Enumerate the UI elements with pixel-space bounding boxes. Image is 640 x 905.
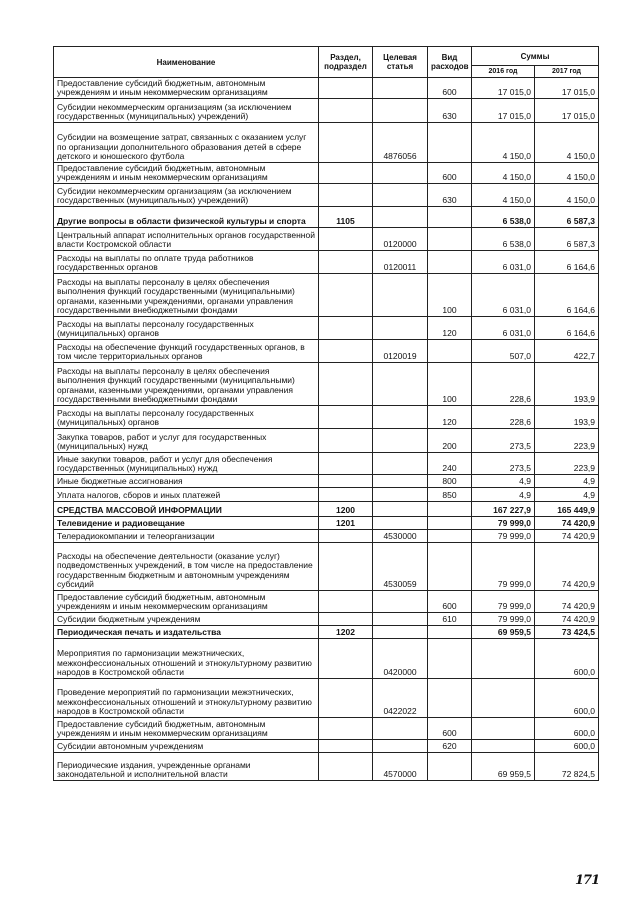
row-sum-2017: 6 164,6	[535, 274, 599, 317]
row-type: 800	[428, 475, 472, 488]
row-name: Предоставление субсидий бюджетным, автономным учреждениям и иным некоммерческим организациям	[54, 78, 319, 99]
row-section	[319, 99, 373, 123]
row-sum-2016: 6 031,0	[472, 274, 535, 317]
row-target: 0422022	[373, 679, 428, 718]
row-sum-2017: 165 449,9	[535, 502, 599, 517]
row-type: 100	[428, 274, 472, 317]
header-section: Раздел, подраздел	[319, 47, 373, 78]
row-name: Предоставление субсидий бюджетным, автономным учреждениям и иным некоммерческим организациям	[54, 591, 319, 613]
table-row	[54, 543, 599, 591]
row-target	[373, 274, 428, 317]
row-sum-2017: 600,0	[535, 740, 599, 753]
row-name: Мероприятия по гармонизации межэтнических, межконфессиональных отношений и этнокультурному развитию народов в Костромской области	[54, 639, 319, 679]
row-target	[373, 626, 428, 639]
row-sum-2016: 17 015,0	[472, 99, 535, 123]
row-sum-2016: 79 999,0	[472, 530, 535, 543]
row-section: 1200	[319, 502, 373, 517]
row-section	[319, 429, 373, 453]
row-sum-2016: 4 150,0	[472, 184, 535, 207]
row-name: Иные закупки товаров, работ и услуг для обеспечения государственных (муниципальных) нужд	[54, 453, 319, 475]
table-row	[54, 251, 599, 274]
header-name: Наименование	[54, 47, 319, 78]
row-name: Расходы на выплаты персоналу государственных (муниципальных) органов	[54, 317, 319, 340]
row-target	[373, 475, 428, 488]
row-sum-2017: 223,9	[535, 429, 599, 453]
row-target	[373, 613, 428, 626]
row-sum-2017: 17 015,0	[535, 99, 599, 123]
row-type	[428, 543, 472, 591]
row-target	[373, 78, 428, 99]
row-type: 100	[428, 363, 472, 406]
table-row	[54, 502, 599, 517]
row-name: Периодические издания, учрежденные органами законодательной и исполнительной власти	[54, 753, 319, 781]
table-row	[54, 517, 599, 530]
row-section	[319, 718, 373, 740]
row-sum-2016: 273,5	[472, 429, 535, 453]
row-sum-2017: 600,0	[535, 639, 599, 679]
row-name: Предоставление субсидий бюджетным, автономным учреждениям и иным некоммерческим организациям	[54, 718, 319, 740]
row-sum-2016: 4,9	[472, 475, 535, 488]
table-row	[54, 78, 599, 99]
row-sum-2017: 74 420,9	[535, 517, 599, 530]
table-row	[54, 626, 599, 639]
row-type	[428, 753, 472, 781]
row-sum-2016: 6 031,0	[472, 251, 535, 274]
row-target	[373, 184, 428, 207]
row-section	[319, 363, 373, 406]
row-type: 240	[428, 453, 472, 475]
row-sum-2017: 223,9	[535, 453, 599, 475]
header-target: Целевая статья	[373, 47, 428, 78]
row-name: Центральный аппарат исполнительных органов государственной власти Костромской области	[54, 228, 319, 251]
row-section	[319, 123, 373, 163]
row-section	[319, 740, 373, 753]
row-target: 4530000	[373, 530, 428, 543]
table-row	[54, 163, 599, 184]
header-type: Вид расходов	[428, 47, 472, 78]
row-sum-2017: 4,9	[535, 488, 599, 502]
header-year-2016: 2016 год	[472, 66, 535, 78]
row-name: Субсидии бюджетным учреждениям	[54, 613, 319, 626]
row-target	[373, 591, 428, 613]
row-name: Субсидии на возмещение затрат, связанных с оказанием услуг по организации дополнительного образования детей в сфере детского и юношеского футбола	[54, 123, 319, 163]
row-sum-2016: 507,0	[472, 340, 535, 363]
row-type	[428, 228, 472, 251]
row-sum-2016: 79 999,0	[472, 591, 535, 613]
table-row	[54, 475, 599, 488]
row-name: Расходы на обеспечение деятельности (оказание услуг) подведомственных учреждений, в том числе на предоставление государственным бюджетным и автономным учреждениям субсидий	[54, 543, 319, 591]
table-row	[54, 406, 599, 429]
row-section	[319, 78, 373, 99]
row-type	[428, 530, 472, 543]
row-type	[428, 517, 472, 530]
row-type	[428, 251, 472, 274]
table-row	[54, 207, 599, 228]
row-name: Субсидии некоммерческим организациям (за исключением государственных (муниципальных) учреждений)	[54, 99, 319, 123]
row-section	[319, 753, 373, 781]
row-target: 4530059	[373, 543, 428, 591]
row-type: 120	[428, 406, 472, 429]
row-name: Телерадиокомпании и телеорганизации	[54, 530, 319, 543]
header-sums: Суммы	[472, 47, 599, 66]
row-section	[319, 475, 373, 488]
row-name: Другие вопросы в области физической культуры и спорта	[54, 207, 319, 228]
row-section: 1202	[319, 626, 373, 639]
row-section	[319, 591, 373, 613]
row-section	[319, 543, 373, 591]
row-target: 4876056	[373, 123, 428, 163]
row-name: Расходы на выплаты по оплате труда работников государственных органов	[54, 251, 319, 274]
page-number-handwritten: 171	[575, 873, 600, 888]
table-row	[54, 639, 599, 679]
row-section: 1201	[319, 517, 373, 530]
row-name: Периодическая печать и издательства	[54, 626, 319, 639]
row-sum-2017: 72 824,5	[535, 753, 599, 781]
row-name: Телевидение и радиовещание	[54, 517, 319, 530]
row-target	[373, 406, 428, 429]
row-type: 630	[428, 184, 472, 207]
row-target	[373, 429, 428, 453]
row-type: 620	[428, 740, 472, 753]
row-section	[319, 317, 373, 340]
row-sum-2016: 17 015,0	[472, 78, 535, 99]
row-sum-2017: 74 420,9	[535, 543, 599, 591]
row-target	[373, 453, 428, 475]
row-sum-2016: 228,6	[472, 406, 535, 429]
table-row	[54, 679, 599, 718]
table-row	[54, 123, 599, 163]
row-type	[428, 502, 472, 517]
row-type: 200	[428, 429, 472, 453]
row-sum-2016: 79 999,0	[472, 517, 535, 530]
row-type: 610	[428, 613, 472, 626]
row-target	[373, 207, 428, 228]
row-section	[319, 639, 373, 679]
row-type: 600	[428, 591, 472, 613]
table-row	[54, 740, 599, 753]
row-sum-2016: 6 538,0	[472, 228, 535, 251]
table-row	[54, 363, 599, 406]
row-name: Уплата налогов, сборов и иных платежей	[54, 488, 319, 502]
row-section	[319, 228, 373, 251]
row-sum-2016: 69 959,5	[472, 753, 535, 781]
row-sum-2016	[472, 740, 535, 753]
row-type	[428, 340, 472, 363]
row-sum-2016: 4,9	[472, 488, 535, 502]
row-section	[319, 274, 373, 317]
row-name: Иные бюджетные ассигнования	[54, 475, 319, 488]
row-target: 0120000	[373, 228, 428, 251]
row-sum-2017: 73 424,5	[535, 626, 599, 639]
row-sum-2016: 273,5	[472, 453, 535, 475]
row-section	[319, 163, 373, 184]
table-row	[54, 488, 599, 502]
row-sum-2017: 6 587,3	[535, 228, 599, 251]
row-name: Проведение мероприятий по гармонизации межэтнических, межконфессиональных отношений и этнокультурному развитию народов в Костромской области	[54, 679, 319, 718]
table-row	[54, 453, 599, 475]
row-sum-2017: 600,0	[535, 679, 599, 718]
row-target	[373, 317, 428, 340]
row-section	[319, 679, 373, 718]
row-sum-2016: 79 999,0	[472, 543, 535, 591]
row-target	[373, 517, 428, 530]
row-target	[373, 99, 428, 123]
row-target	[373, 163, 428, 184]
row-target: 0420000	[373, 639, 428, 679]
row-type: 120	[428, 317, 472, 340]
row-sum-2016: 4 150,0	[472, 123, 535, 163]
row-sum-2016: 4 150,0	[472, 163, 535, 184]
row-sum-2017: 4 150,0	[535, 163, 599, 184]
row-type: 850	[428, 488, 472, 502]
row-target	[373, 363, 428, 406]
row-sum-2016: 228,6	[472, 363, 535, 406]
row-type	[428, 207, 472, 228]
row-sum-2017: 600,0	[535, 718, 599, 740]
row-section	[319, 251, 373, 274]
row-section	[319, 340, 373, 363]
header-year-2017: 2017 год	[535, 66, 599, 78]
table-row	[54, 274, 599, 317]
table-row	[54, 228, 599, 251]
row-sum-2016	[472, 679, 535, 718]
row-name: СРЕДСТВА МАССОВОЙ ИНФОРМАЦИИ	[54, 502, 319, 517]
row-sum-2016: 79 999,0	[472, 613, 535, 626]
row-type: 600	[428, 718, 472, 740]
row-sum-2016: 6 538,0	[472, 207, 535, 228]
row-type: 630	[428, 99, 472, 123]
table-row	[54, 530, 599, 543]
table-row	[54, 99, 599, 123]
row-target	[373, 502, 428, 517]
row-target: 0120011	[373, 251, 428, 274]
table-row	[54, 340, 599, 363]
row-sum-2017: 17 015,0	[535, 78, 599, 99]
table-row	[54, 591, 599, 613]
row-section: 1105	[319, 207, 373, 228]
row-type	[428, 626, 472, 639]
row-sum-2017: 74 420,9	[535, 530, 599, 543]
table-row	[54, 317, 599, 340]
row-sum-2017: 6 587,3	[535, 207, 599, 228]
row-target: 4570000	[373, 753, 428, 781]
row-section	[319, 406, 373, 429]
table-row	[54, 718, 599, 740]
table-header	[54, 47, 599, 78]
row-sum-2017: 74 420,9	[535, 613, 599, 626]
row-sum-2016	[472, 718, 535, 740]
row-type	[428, 639, 472, 679]
row-sum-2017: 4 150,0	[535, 123, 599, 163]
row-name: Предоставление субсидий бюджетным, автономным учреждениям и иным некоммерческим организациям	[54, 163, 319, 184]
row-target	[373, 718, 428, 740]
row-target	[373, 488, 428, 502]
row-sum-2017: 74 420,9	[535, 591, 599, 613]
row-name: Закупка товаров, работ и услуг для государственных (муниципальных) нужд	[54, 429, 319, 453]
row-sum-2016: 6 031,0	[472, 317, 535, 340]
table-row	[54, 184, 599, 207]
table-row	[54, 753, 599, 781]
table-body	[54, 78, 599, 781]
row-name: Расходы на выплаты персоналу государственных (муниципальных) органов	[54, 406, 319, 429]
row-sum-2016: 167 227,9	[472, 502, 535, 517]
row-section	[319, 488, 373, 502]
row-section	[319, 453, 373, 475]
row-type: 600	[428, 78, 472, 99]
budget-table	[53, 46, 599, 781]
row-sum-2017: 4,9	[535, 475, 599, 488]
table-row	[54, 613, 599, 626]
table-row	[54, 429, 599, 453]
row-name: Субсидии автономным учреждениям	[54, 740, 319, 753]
row-target	[373, 740, 428, 753]
row-target: 0120019	[373, 340, 428, 363]
row-sum-2017: 6 164,6	[535, 251, 599, 274]
row-sum-2017: 422,7	[535, 340, 599, 363]
row-section	[319, 184, 373, 207]
row-type	[428, 679, 472, 718]
row-type	[428, 123, 472, 163]
row-section	[319, 530, 373, 543]
row-sum-2017: 193,9	[535, 363, 599, 406]
row-sum-2017: 6 164,6	[535, 317, 599, 340]
row-section	[319, 613, 373, 626]
row-sum-2016: 69 959,5	[472, 626, 535, 639]
row-sum-2017: 4 150,0	[535, 184, 599, 207]
row-name: Субсидии некоммерческим организациям (за исключением государственных (муниципальных) учреждений)	[54, 184, 319, 207]
row-name: Расходы на выплаты персоналу в целях обеспечения выполнения функций государственными (муниципальными) органами, казенными учреждениями, органами управления государственными внебюджетными фондами	[54, 363, 319, 406]
row-name: Расходы на выплаты персоналу в целях обеспечения выполнения функций государственными (муниципальными) органами, казенными учреждениями, органами управления государственными внебюджетными фондами	[54, 274, 319, 317]
row-name: Расходы на обеспечение функций государственных органов, в том числе территориальных органов	[54, 340, 319, 363]
row-sum-2017: 193,9	[535, 406, 599, 429]
row-sum-2016	[472, 639, 535, 679]
row-type: 600	[428, 163, 472, 184]
